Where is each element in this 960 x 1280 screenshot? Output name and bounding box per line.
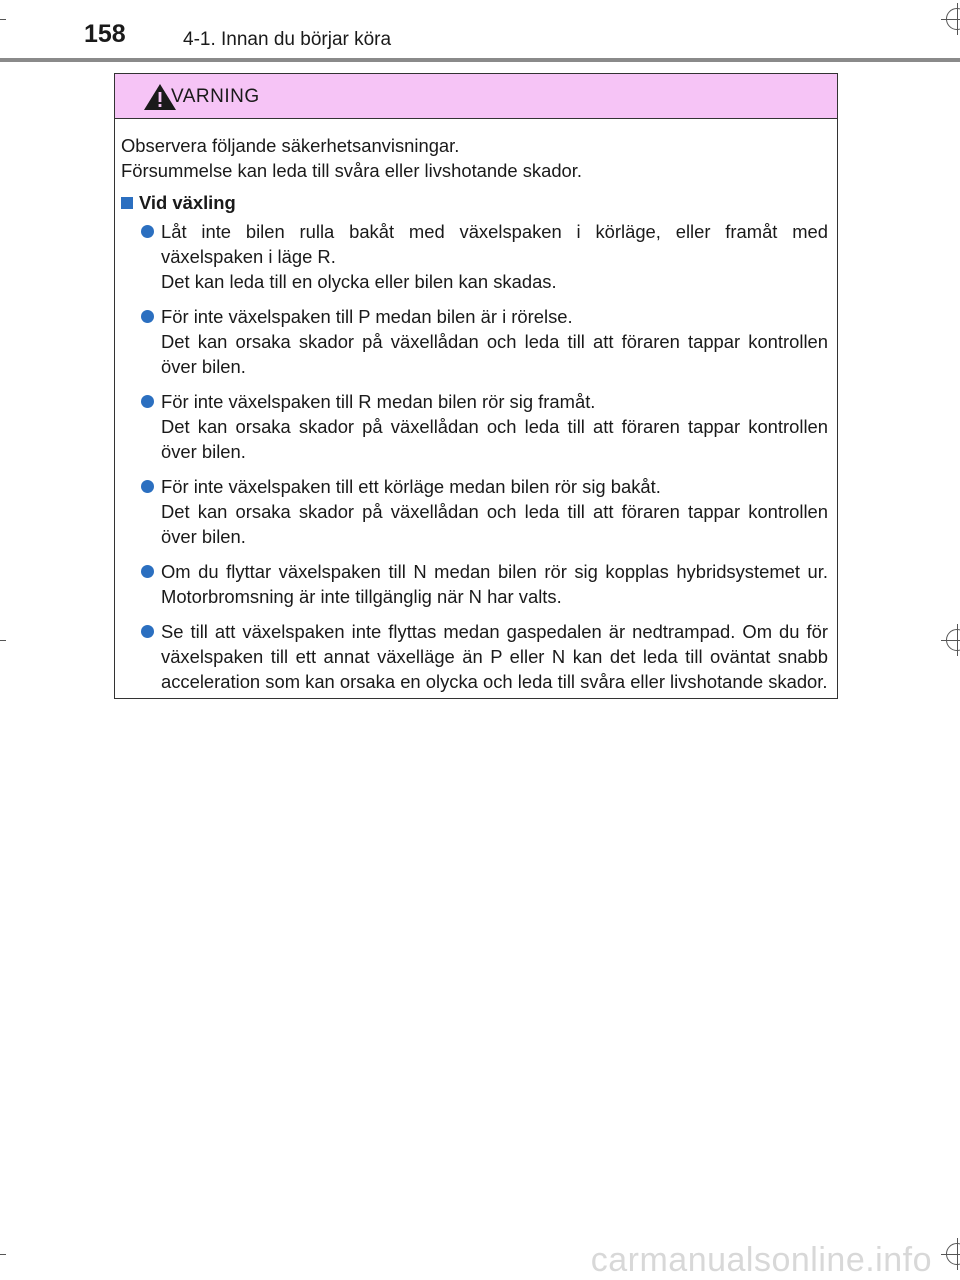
crop-mark-bottom-left [0, 1254, 6, 1255]
item-line: Se till att växelspaken inte flyttas medan gaspedalen är nedtrampad. Om du för växelspaken till ett annat växelläge än P eller N kan det leda till oväntat snabb acceleration som kan orsaka en olycka och leda till svåra eller livshotande skador. [161, 621, 828, 692]
watermark[interactable]: carmanualsonline.info [590, 1241, 932, 1279]
item-line: Det kan orsaka skador på växellådan och leda till att föraren tappar kontrollen över bilen. [161, 331, 828, 377]
item-line: Det kan orsaka skador på växellådan och leda till att föraren tappar kontrollen över bilen. [161, 416, 828, 462]
item-line: För inte växelspaken till R medan bilen rör sig framåt. [161, 391, 596, 412]
warning-header [115, 74, 837, 119]
warning-box [114, 73, 838, 699]
list-item-text [161, 559, 828, 609]
round-bullet-icon [141, 310, 154, 323]
round-bullet-icon [141, 625, 154, 638]
list-item [141, 389, 828, 464]
item-line: Det kan leda till en olycka eller bilen kan skadas. [161, 271, 557, 292]
section-title: 4-1. Innan du börjar köra [183, 29, 392, 50]
page-number: 158 [84, 20, 126, 48]
crop-mark-mid-left [0, 640, 6, 641]
item-line: Det kan orsaka skador på växellådan och leda till att föraren tappar kontrollen över bilen. [161, 501, 828, 547]
item-line: Om du flyttar växelspaken till N medan bilen rör sig kopplas hybridsystemet ur. Motorbromsning är inte tillgänglig när N har valts. [161, 561, 828, 607]
item-line: För inte växelspaken till P medan bilen är i rörelse. [161, 306, 573, 327]
warning-items [121, 219, 828, 694]
subheading [121, 190, 828, 215]
subheading-text: Vid växling [139, 192, 236, 213]
crop-mark-top-left [0, 19, 6, 20]
list-item [141, 219, 828, 294]
registration-mark-top-right [946, 8, 960, 30]
registration-mark-bottom-right [946, 1243, 960, 1265]
list-item-text [161, 219, 828, 294]
item-line: Låt inte bilen rulla bakåt med växelspaken i körläge, eller framåt med växelspaken i läge R. [161, 221, 828, 267]
list-item [141, 474, 828, 549]
intro-line: Försummelse kan leda till svåra eller livshotande skador. [121, 160, 582, 181]
list-item-text [161, 389, 828, 464]
registration-mark-mid-right [946, 629, 960, 651]
list-item-text [161, 304, 828, 379]
list-item [141, 559, 828, 609]
list-item-text [161, 474, 828, 549]
warning-body [115, 119, 837, 694]
list-item [141, 619, 828, 694]
list-item [141, 304, 828, 379]
round-bullet-icon [141, 225, 154, 238]
warning-label: VARNING [171, 86, 260, 107]
warning-intro [121, 133, 828, 183]
round-bullet-icon [141, 565, 154, 578]
item-line: För inte växelspaken till ett körläge medan bilen rör sig bakåt. [161, 476, 661, 497]
header-rule [0, 58, 960, 62]
round-bullet-icon [141, 395, 154, 408]
list-item-text [161, 619, 828, 694]
round-bullet-icon [141, 480, 154, 493]
square-bullet-icon [121, 197, 133, 209]
intro-line: Observera följande säkerhetsanvisningar. [121, 135, 460, 156]
